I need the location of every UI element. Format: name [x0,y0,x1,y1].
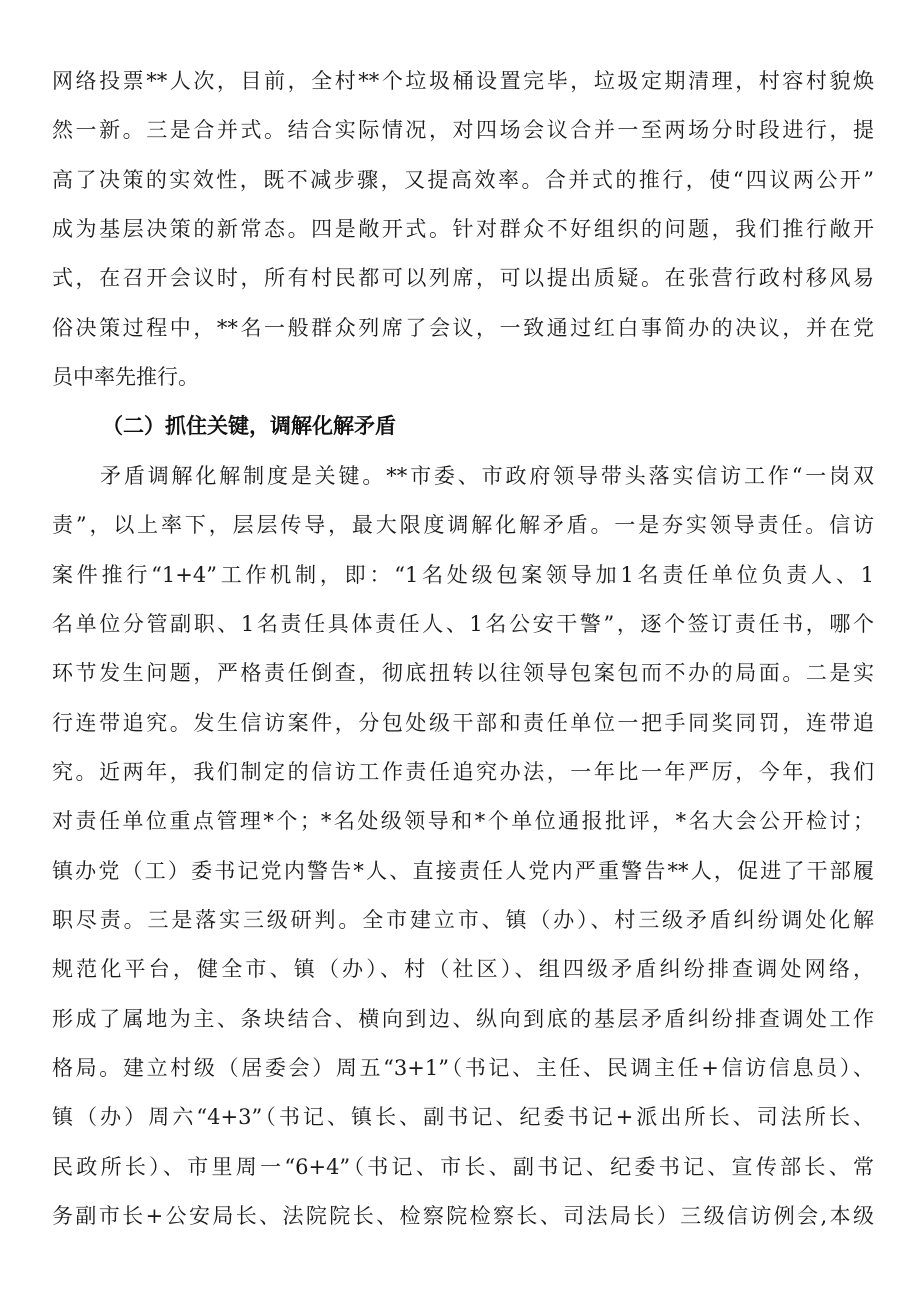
paragraph-2-line-2: 责”，以上率下，层层传导，最大限度调解化解矛盾。一是夯实领导责任。信访 [52,513,874,537]
paragraph-1-line-3: 高了决策的实效性，既不减步骤，又提高效率。合并式的推行，使“四议两公开” [52,168,874,192]
paragraph-1-line-1: 网络投票**人次，目前，全村**个垃圾桶设置完毕，垃圾定期清理，村容村貌焕 [52,69,874,93]
paragraph-2-line-6: 行连带追究。发生信访案件，分包处级干部和责任单位一把手同奖同罚，连带追 [52,711,874,735]
paragraph-1-line-6: 俗决策过程中，**名一般群众列席了会议，一致通过红白事简办的决议，并在党 [52,316,874,340]
paragraph-2-line-4: 名单位分管副职、1名责任具体责任人、1名公安干警”，逐个签订责任书，哪个 [52,612,874,636]
paragraph-2-line-8: 对责任单位重点管理*个；*名处级领导和*个单位通报批评，*名大会公开检讨； [52,809,874,833]
paragraph-1-line-2: 然一新。三是合并式。结合实际情况，对四场会议合并一至两场分时段进行，提 [52,118,874,142]
paragraph-2-line-10: 职尽责。三是落实三级研判。全市建立市、镇（办）、村三级矛盾纠纷调处化解 [52,908,874,932]
paragraph-2-line-7: 究。近两年，我们制定的信访工作责任追究办法，一年比一年严厉，今年，我们 [52,760,874,784]
paragraph-1-line-4: 成为基层决策的新常态。四是敞开式。针对群众不好组织的问题，我们推行敞开 [52,217,874,241]
paragraph-2-line-9: 镇办党（工）委书记党内警告*人、直接责任人党内严重警告**人，促进了干部履 [52,859,874,883]
paragraph-2-line-14: 镇（办）周六“4+3”（书记、镇长、副书记、纪委书记+派出所长、司法所长、 [52,1105,874,1129]
paragraph-2-line-13: 格局。建立村级（居委会）周五“3+1”（书记、主任、民调主任+信访信息员）、 [52,1056,874,1080]
paragraph-2-line-3: 案件推行“1+4”工作机制，即：“1名处级包案领导加1名责任单位负责人、1 [52,563,874,587]
section-heading: （二）抓住关键，调解化解矛盾 [102,414,396,438]
paragraph-2-line-1: 矛盾调解化解制度是关键。**市委、市政府领导带头落实信访工作“一岗双 [100,464,874,488]
paragraph-2-line-15: 民政所长）、市里周一“6+4”（书记、市长、副书记、纪委书记、宣传部长、常 [52,1155,874,1179]
paragraph-2-line-11: 规范化平台，健全市、镇（办）、村（社区）、组四级矛盾纠纷排查调处网络， [52,957,874,981]
paragraph-1-line-5: 式，在召开会议时，所有村民都可以列席，可以提出质疑。在张营行政村移风易 [52,266,874,290]
paragraph-2-line-16: 务副市长+公安局长、法院院长、检察院检察长、司法局长）三级信访例会,本级 [52,1204,874,1228]
paragraph-2-line-12: 形成了属地为主、条块结合、横向到边、纵向到底的基层矛盾纠纷排查调处工作 [52,1007,874,1031]
paragraph-1-line-7: 员中率先推行。 [52,365,199,389]
paragraph-2-line-5: 环节发生问题，严格责任倒查，彻底扭转以往领导包案包而不办的局面。二是实 [52,661,874,685]
